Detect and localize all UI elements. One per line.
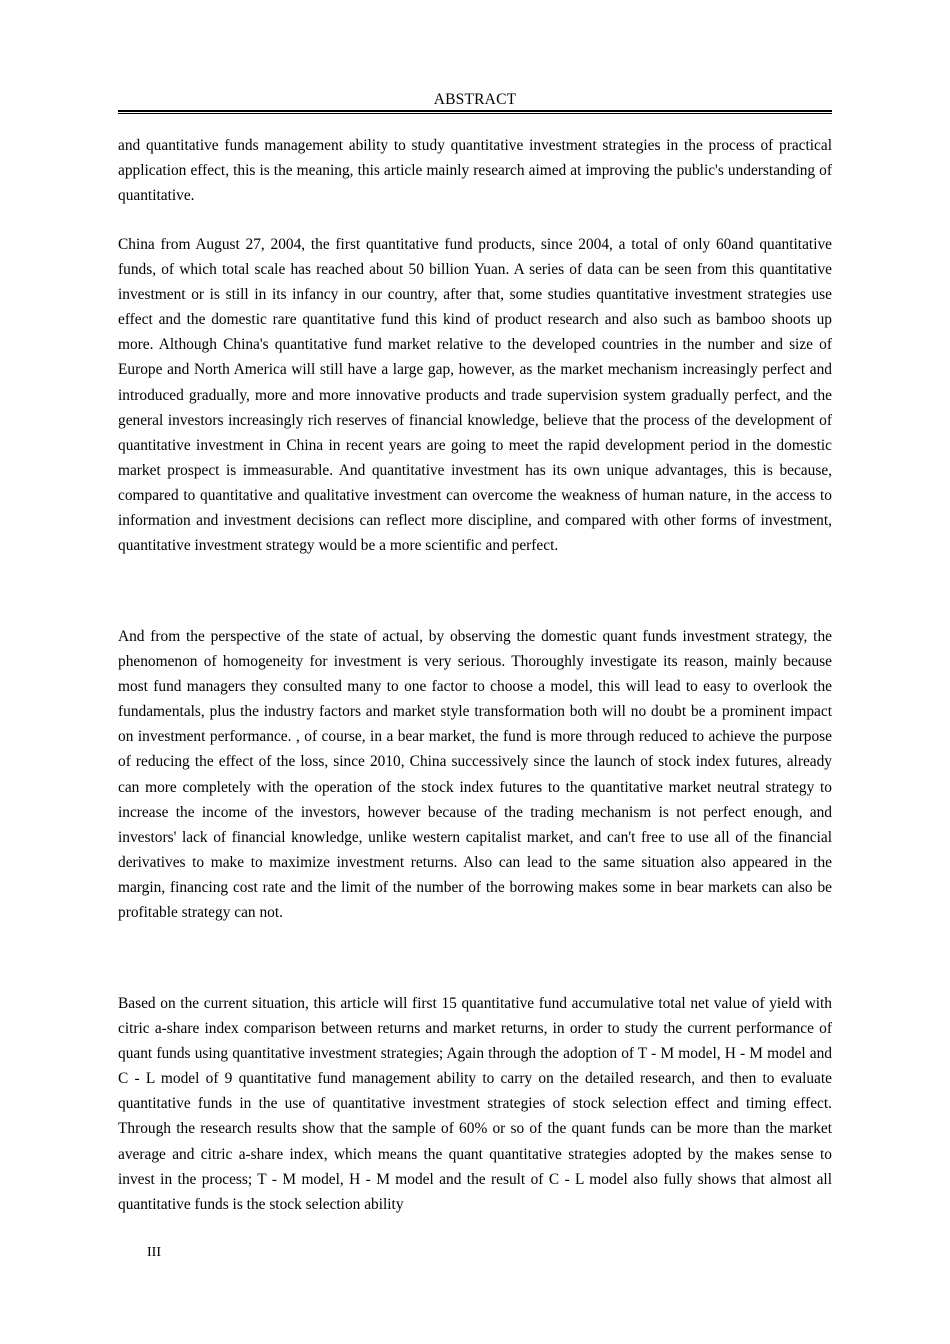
paragraph-continuation: and quantitative funds management ability to study quantitative investment strategies in the process of practical application effect, this is the meaning, this article mainly research aimed at improving the public's understanding of quantitative. (118, 137, 832, 205)
paragraph-research-approach: Based on the current situation, this article will first 15 quantitative fund accumulative total net value of yield with citric a-share index comparison between returns and market returns, in order to study the current performance of quant funds using quantitative investment strategies; Again through the adoption of T - M model, H - M model and C - L model of 9 quantitative fund management ability to carry on the detailed research, and then to evaluate quantitative funds in the use of quantitative investment strategies of stock selection effect and timing effect. Through the research results show that the sample of 60% or so of the quant funds can be more than the market average and citric a-share index, which means the quant quantitative strategies adopted by the makes sense to invest in the process; T - M model, H - M model and the result of C - L model also fully shows that almost all quantitative funds is the stock selection ability (118, 995, 832, 1213)
page-header-title: ABSTRACT (433, 91, 517, 108)
page-number: III (147, 1245, 161, 1260)
paragraph-homogeneity: And from the perspective of the state of actual, by observing the domestic quant funds investment strategy, the phenomenon of homogeneity for investment is very serious. Thoroughly investigate its reason, mainly because most fund managers they consulted many to one factor to choose a model, this will lead to easy to overlook the fundamentals, plus the industry factors and market style transformation both will no doubt be a prominent impact on investment performance. , of course, in a bear market, the fund is more through reduced to achieve the purpose of reducing the effect of the loss, since 2010, China successively since the launch of stock index futures, already can more completely with the operation of the stock index futures to the quantitative market neutral strategy to increase the income of the investors, however because of the trading mechanism is not perfect enough, and investors' lack of financial knowledge, unlike western capitalist market, and can't free to use all of the financial derivatives to make to maximize investment returns. Also can lead to the same situation also appeared in the margin, financing cost rate and the limit of the number of the borrowing makes some in bear markets can also be profitable strategy can not. (118, 628, 832, 922)
header-rule-thick (118, 110, 832, 112)
paragraph-market-development: China from August 27, 2004, the first quantitative fund products, since 2004, a total of only 60and quantitative funds, of which total scale has reached about 50 billion Yuan. A series of data can be seen from this quantitative investment or is still in its infancy in our country, after that, some studies quantitative investment strategies use effect and the domestic rare quantitative fund this kind of product research and also such as bamboo shoots up more. Although China's quantitative fund market relative to the developed countries in the number and size of Europe and North America will still have a large gap, however, as the market mechanism increasingly perfect and introduced gradually, more and more innovative products and trade supervision system gradually perfect, and the general investors increasingly rich reserves of financial knowledge, believe that the process of the development of quantitative investment in China in recent years are going to meet the rapid development period in the domestic market prospect is immeasurable. And quantitative investment has its own unique advantages, this is because, compared to quantitative and qualitative investment can overcome the weakness of human nature, in the access to information and investment decisions can reflect more discipline, and compared with other forms of investment, quantitative investment strategy would be a more scientific and perfect. (118, 236, 832, 555)
header-double-rule (118, 110, 832, 115)
header-rule-thin (118, 113, 832, 114)
